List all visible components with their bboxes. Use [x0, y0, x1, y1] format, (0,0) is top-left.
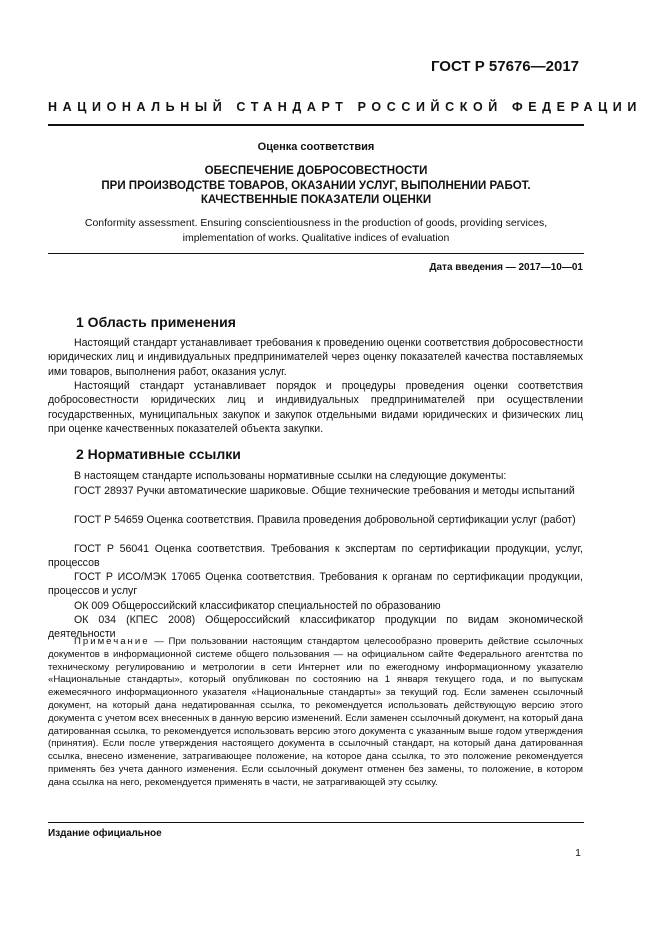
title-line: ОБЕСПЕЧЕНИЕ ДОБРОСОВЕСТНОСТИ — [204, 165, 428, 177]
paragraph: Настоящий стандарт устанавливает порядок и процедуры проведения оценки соответствия добросовестности юридических лиц и индивидуальных предпринимателей при осуществлении государственных, муниципальных закупок и закупок отдельными видами юридических и физических лиц при оценке качественных показателей объекта закупки. — [48, 380, 583, 436]
title-line: КАЧЕСТВЕННЫЕ ПОКАЗАТЕЛИ ОЦЕНКИ — [200, 194, 432, 206]
standard-title — [48, 164, 584, 208]
paragraph: Настоящий стандарт устанавливает требования к проведению оценки соответствия добросовестности юридических лиц и индивидуальных предпринимателей через оценку показателей качества поставляемых ими товаров, выполнения работ, оказания услуг. — [48, 337, 583, 378]
reference-item: ГОСТ Р 56041 Оценка соответствия. Требования к экспертам по сертификации продукции, услуг, процессов — [48, 543, 583, 570]
english-title — [48, 216, 584, 245]
header-divider — [48, 124, 584, 126]
note-label: Примечание — [74, 636, 150, 647]
reference-item: ГОСТ Р 54659 Оценка соответствия. Правила проведения добровольной сертификации услуг (работ) — [74, 514, 576, 526]
section-heading-scope: 1 Область применения — [76, 314, 236, 330]
title-line: ПРИ ПРОИЗВОДСТВЕ ТОВАРОВ, ОКАЗАНИИ УСЛУГ, ВЫПОЛНЕНИИ РАБОТ. — [101, 179, 531, 192]
document-number: ГОСТ Р 57676—2017 — [430, 58, 579, 75]
english-title-line: Conformity assessment. Ensuring conscientiousness in the production of goods, providing services, — [84, 217, 548, 229]
introduction-date: Дата введения — 2017—10—01 — [429, 262, 583, 273]
national-standard-banner: НАЦИОНАЛЬНЫЙ СТАНДАРТ РОССИЙСКОЙ ФЕДЕРАЦИИ — [48, 100, 642, 114]
english-title-line: implementation of works. Qualitative indices of evaluation — [182, 231, 450, 244]
section-heading-references: 2 Нормативные ссылки — [76, 446, 241, 462]
reference-item: ГОСТ 28937 Ручки автоматические шариковые. Общие технические требования и методы испытаний — [74, 485, 575, 497]
note — [48, 636, 583, 790]
reference-item: ГОСТ Р ИСО/МЭК 17065 Оценка соответствия. Требования к органам по сертификации продукции, процессов и услуг — [48, 571, 583, 598]
note-text: — При пользовании настоящим стандартом целесообразно проверить действие ссылочных документов в информационной системе общего пользования — на официальном сайте Федерального агентства по техническому регулированию и метрологии в сети Интернет или по ежегодному информационному указателю «Национальные стандарты», который опубликован по состоянию на 1 января текущего года, и по выпускам ежемесячного информационного указателя «Национальные стандарты» за текущий год. Если заменен ссылочный документ, на который дана недатированная ссылка, то рекомендуется использовать действующую версию этого документа с учетом всех внесенных в данную версию изменений. Если заменен ссылочный документ, на который дана датированная ссылка, то рекомендуется использовать версию этого документа с указанным выше годом утверждения (принятия). Если после утверждения настоящего документа в ссылочный стандарт, на который дана датированная ссылка, внесено изменение, затрагивающее положение, на которое дана ссылка, то это положение рекомендуется применять без учета данного изменения. Если ссылочный документ отменен без замены, то положение, в котором дана ссылка на него, рекомендуется применять в части, не затрагивающей эту ссылку. — [48, 636, 583, 788]
page-number: 1 — [575, 847, 581, 859]
title-divider — [48, 253, 584, 254]
footer-divider — [48, 822, 584, 823]
standard-subject: Оценка соответствия — [257, 141, 375, 153]
paragraph: В настоящем стандарте использованы нормативные ссылки на следующие документы: — [74, 470, 507, 482]
reference-item: ОК 009 Общероссийский классификатор специальностей по образованию — [74, 600, 441, 612]
official-edition-label: Издание официальное — [48, 828, 162, 839]
reference-item: ОК 034 (КПЕС 2008) Общероссийский классификатор продукции по видам экономической деятельности — [48, 614, 583, 641]
